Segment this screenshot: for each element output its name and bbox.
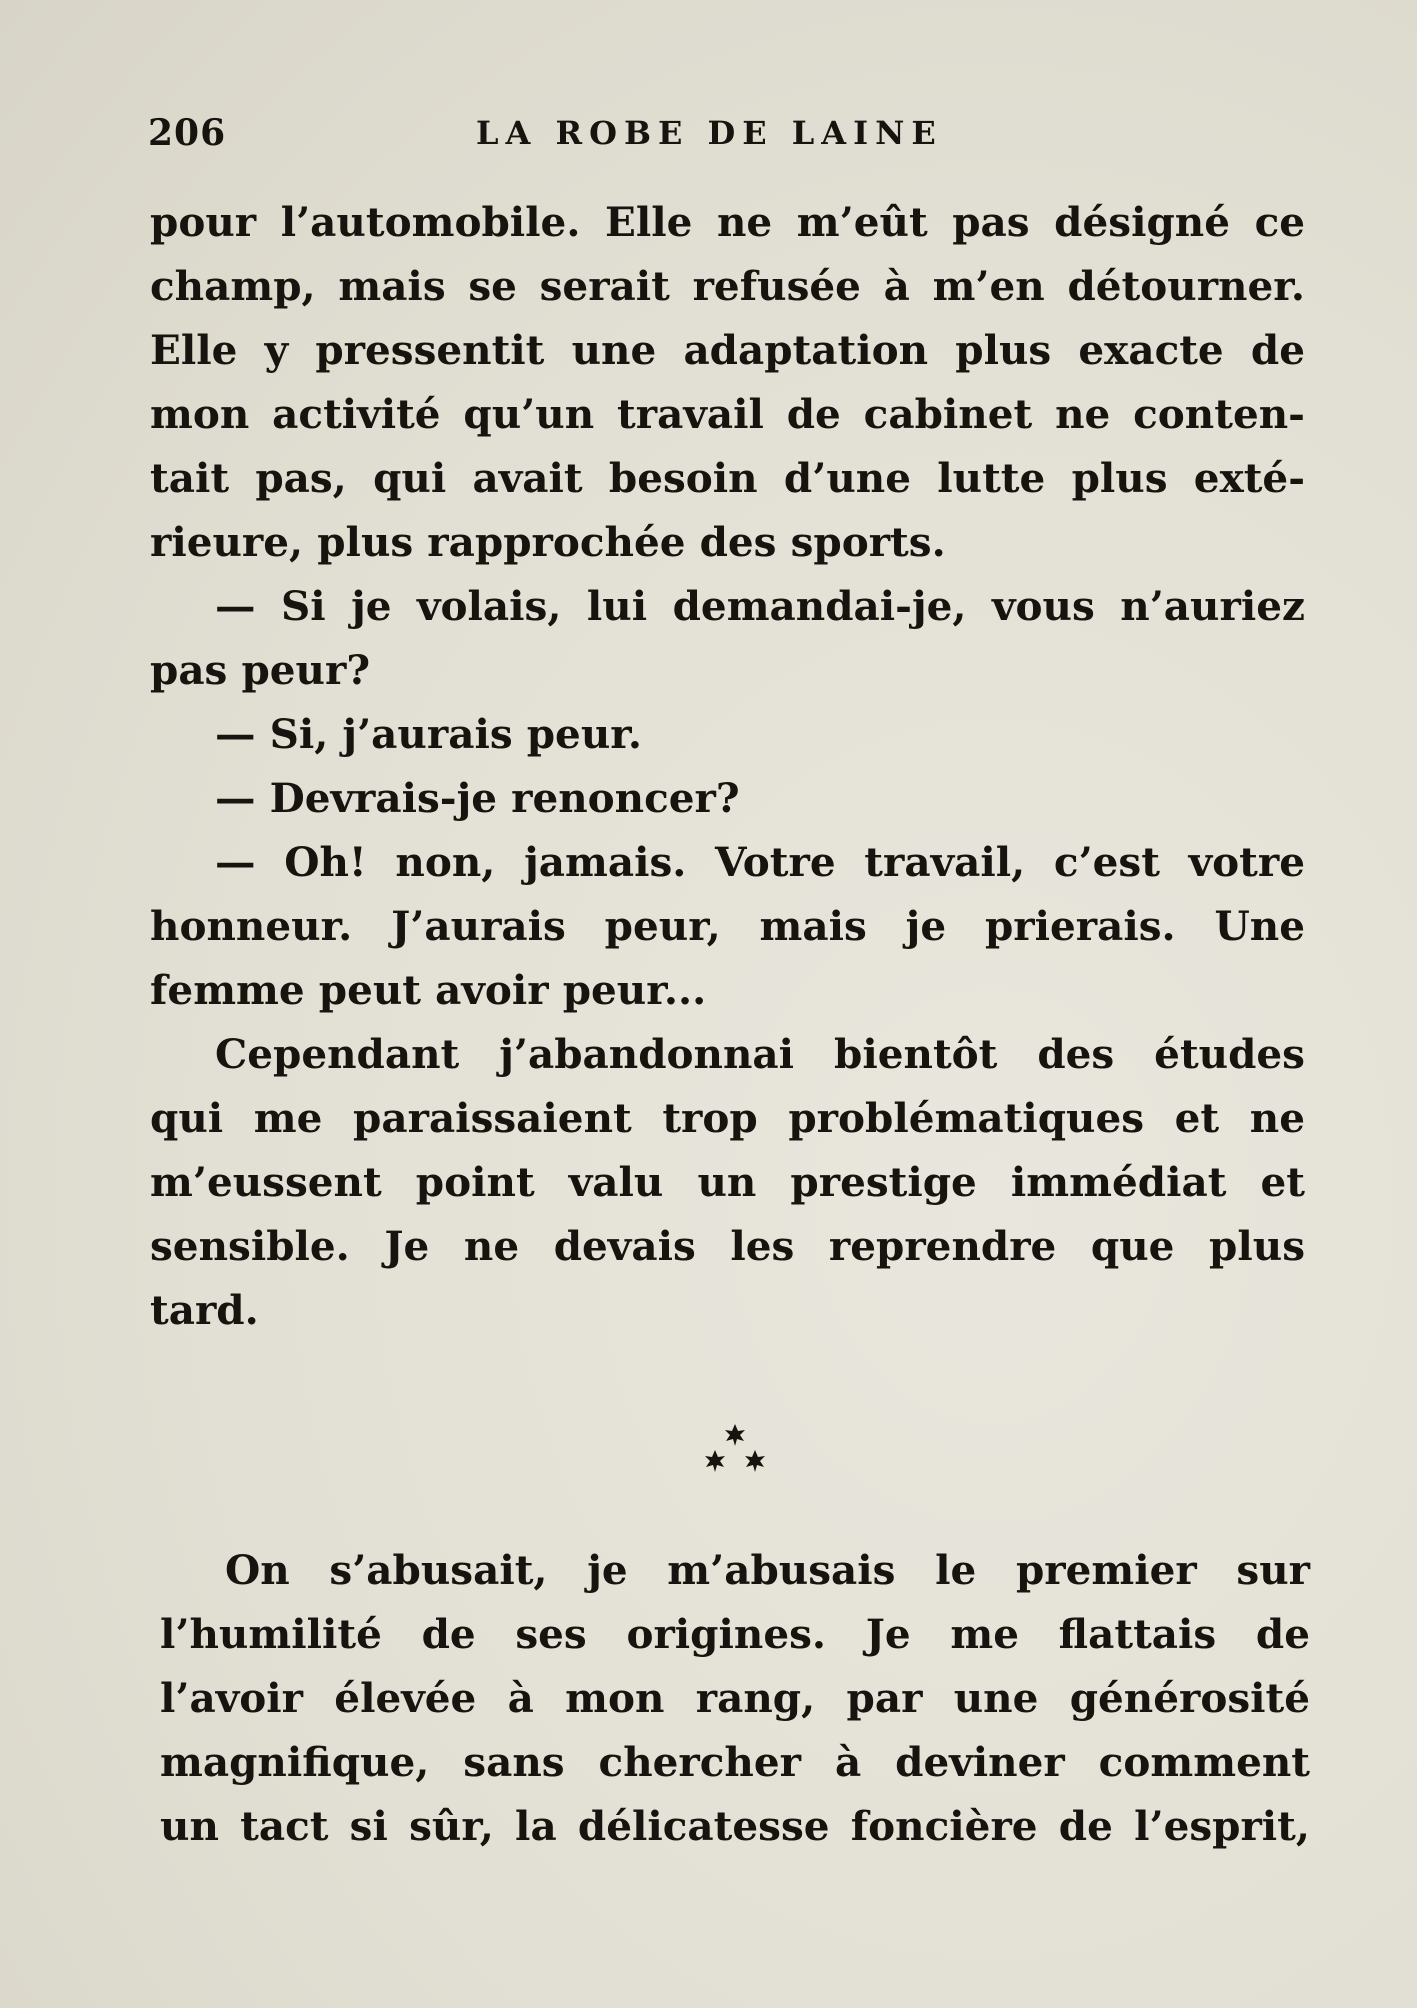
text-line: champ, mais se serait refusée à m’en détourner. — [150, 262, 1305, 310]
dialogue-line: — Oh! non, jamais. Votre travail, c’est votre — [215, 838, 1305, 886]
text-line: honneur. J’aurais peur, mais je prierais. Une — [150, 902, 1305, 950]
text-line: pas peur? — [150, 646, 371, 694]
text-block-1 — [150, 190, 1305, 1342]
running-title: LA ROBE DE LAINE — [476, 114, 943, 152]
page-number: 206 — [148, 112, 227, 154]
text-line: Elle y pressentit une adaptation plus exacte de — [150, 326, 1305, 374]
text-line: sensible. Je ne devais les reprendre que plus — [150, 1222, 1305, 1270]
asterism-icon — [700, 1420, 770, 1480]
text-line: tard. — [150, 1286, 259, 1334]
text-line: femme peut avoir peur... — [150, 966, 707, 1014]
text-line: un tact si sûr, la délicatesse foncière de l’esprit, — [160, 1802, 1310, 1850]
dialogue-line: — Si, j’aurais peur. — [215, 710, 642, 758]
text-line: m’eussent point valu un prestige immédiat et — [150, 1158, 1305, 1206]
text-line: mon activité qu’un travail de cabinet ne conten- — [150, 390, 1305, 438]
text-block-2 — [160, 1538, 1310, 1858]
text-line: magnifique, sans chercher à deviner comment — [160, 1738, 1310, 1786]
paragraph-first-line: On s’abusait, je m’abusais le premier sur — [225, 1546, 1310, 1594]
running-head — [148, 112, 1308, 162]
text-line: l’humilité de ses origines. Je me flattais de — [160, 1610, 1310, 1658]
text-line: qui me paraissaient trop problématiques et ne — [150, 1094, 1305, 1142]
text-line: l’avoir élevée à mon rang, par une générosité — [160, 1674, 1310, 1722]
text-line: rieure, plus rapprochée des sports. — [150, 518, 946, 566]
paragraph-first-line: Cependant j’abandonnai bientôt des études — [215, 1030, 1305, 1078]
dialogue-line: — Si je volais, lui demandai-je, vous n’auriez — [215, 582, 1305, 630]
text-line: pour l’automobile. Elle ne m’eût pas désigné ce — [150, 198, 1305, 246]
dialogue-line: — Devrais-je renoncer? — [215, 774, 740, 822]
text-line: tait pas, qui avait besoin d’une lutte plus exté- — [150, 454, 1305, 502]
